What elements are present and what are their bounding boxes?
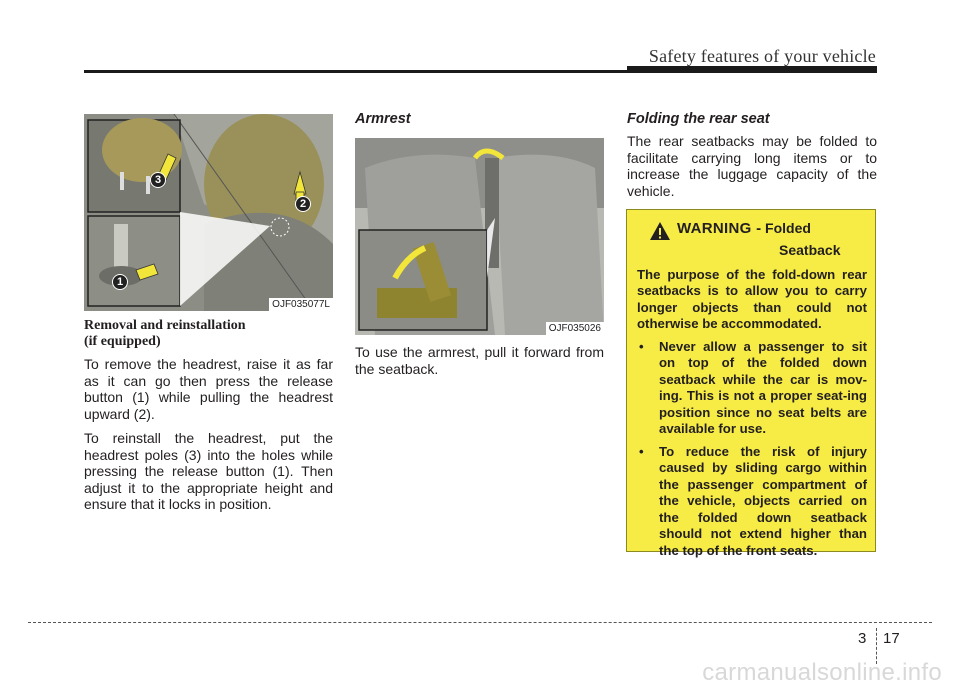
warning-subject-line2: Seatback <box>779 242 841 258</box>
headrest-removal-paragraph: To remove the headrest, raise it as far as it can go then press the release button (1) while pulling the headrest upward (2). <box>84 356 333 422</box>
callout-3: 3 <box>150 172 166 188</box>
warning-item: • To reduce the risk of injury caused by sliding cargo within the passenger compartment of the vehicle, objects carried on the folded down seatback should not extend higher than the top of the front seats. <box>637 444 867 560</box>
headrest-reinstall-paragraph: To reinstall the headrest, put the headrest poles (3) into the holes while pressing the release button (1). Then adjust it to the appropriate height and ensure that it locks in position. <box>84 430 333 512</box>
chapter-number: 3 <box>858 630 867 647</box>
warning-box <box>626 209 876 558</box>
armrest-figure <box>355 138 604 335</box>
footer-rule <box>28 622 932 623</box>
folding-paragraph: The rear seatbacks may be folded to facilitate carrying long items or to increase the luggage capacity of the vehicle. <box>627 133 877 199</box>
warning-body: The purpose of the fold-down rear seatbacks is to allow you to carry longer objects than could not otherwise be accommodated. <box>637 266 867 331</box>
header-rule-accent <box>627 66 877 73</box>
armrest-paragraph: To use the armrest, pull it forward from the seatback. <box>355 344 604 377</box>
warning-subject-line1: Folded <box>765 220 811 236</box>
watermark: carmanualsonline.info <box>702 659 942 686</box>
page-number: 17 <box>883 630 900 647</box>
warning-list <box>637 339 867 560</box>
figure-code: OJF035026 <box>546 322 604 335</box>
warning-triangle-icon <box>649 221 671 241</box>
warning-item: • Never allow a passenger to sit on top of the folded down seatback while the car is mov-ing. This is not a proper seat-ing position since no seat belts are available for use. <box>637 339 867 438</box>
warning-label: WARNING - <box>677 220 762 237</box>
headrest-section <box>84 318 333 521</box>
figure-code: OJF035077L <box>269 298 333 311</box>
callout-1: 1 <box>112 274 128 290</box>
armrest-heading: Armrest <box>355 111 411 127</box>
headrest-heading-line2: (if equipped) <box>84 334 161 349</box>
headrest-heading-line1: Removal and reinstallation <box>84 318 246 333</box>
headrest-figure <box>84 114 333 311</box>
header-title: Safety features of your vehicle <box>648 46 876 66</box>
folding-heading: Folding the rear seat <box>627 111 770 127</box>
callout-2: 2 <box>295 196 311 212</box>
